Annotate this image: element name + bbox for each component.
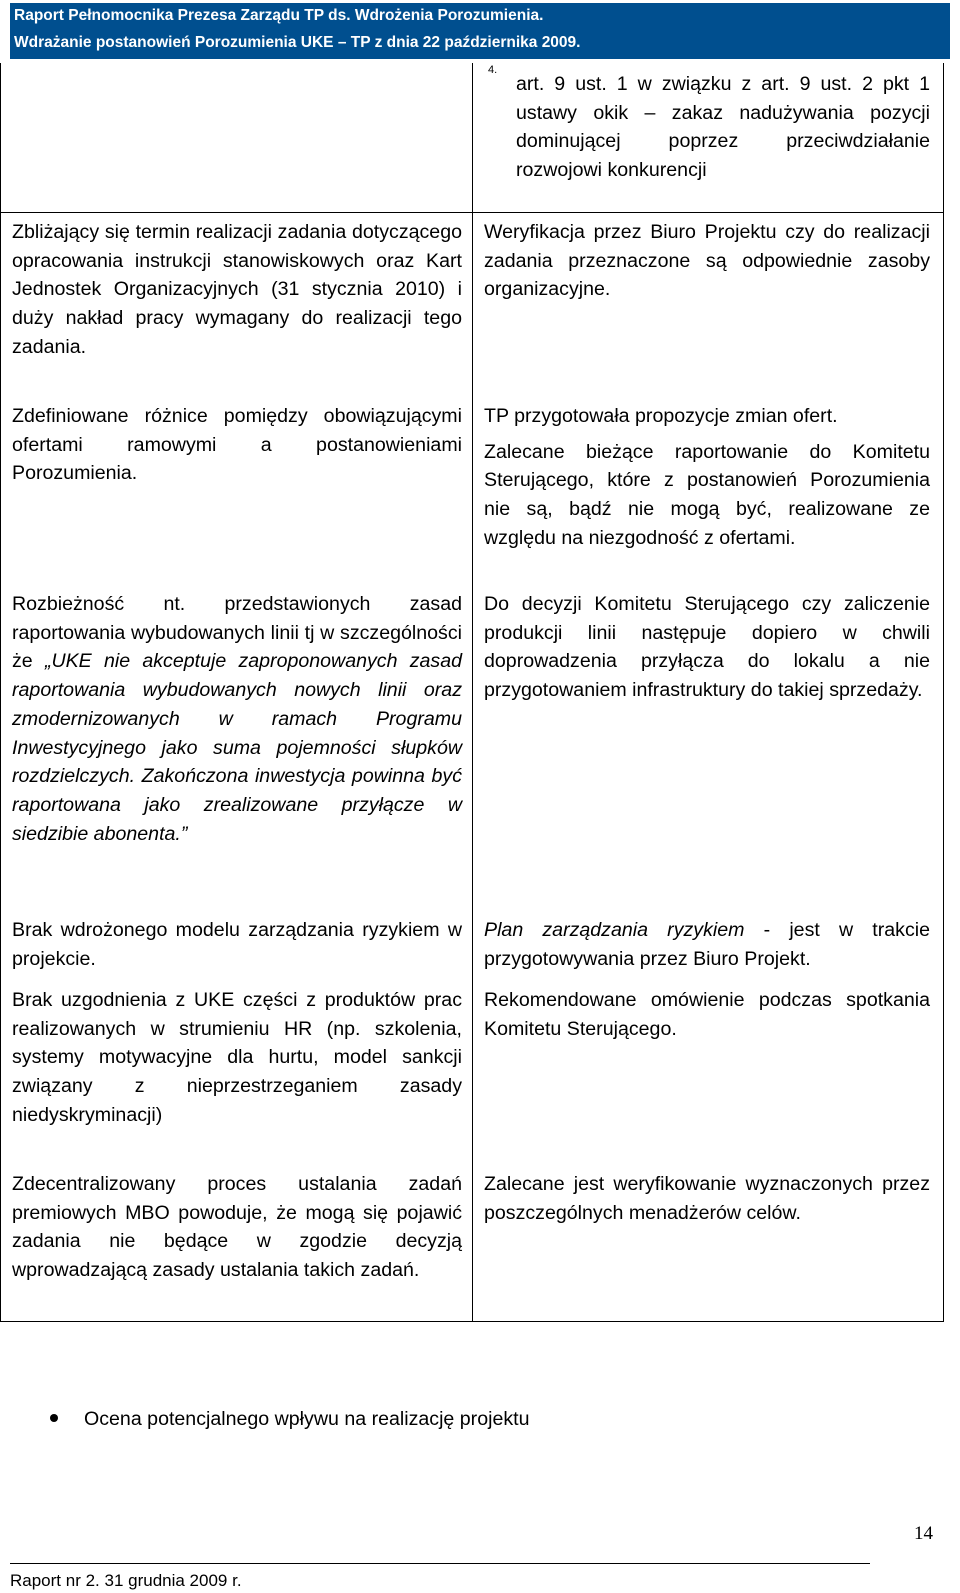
- footer-report-label: Raport nr 2. 31 grudnia 2009 r.: [10, 1571, 242, 1590]
- risk-text: Brak wdrożonego modelu zarządzania ryzykiem w projekcie.: [12, 919, 462, 970]
- table-cell-left: [12, 916, 462, 973]
- action-text: Zalecane jest weryfikowanie wyznaczonych przez poszczególnych menadżerów celów.: [484, 1173, 930, 1224]
- table-border-right: [943, 63, 944, 1322]
- action-text: Rekomendowane omówienie podczas spotkania Komitetu Sterującego.: [484, 989, 930, 1040]
- table-cell-right: [484, 590, 930, 705]
- table-cell-right: [484, 402, 930, 553]
- table-border-left: [0, 63, 1, 1322]
- action-text-plain: - jest w trakcie przygotowywania przez Biuro Projekt.: [484, 919, 930, 970]
- table-cell-left: [12, 218, 462, 362]
- top-row-cell: [516, 70, 930, 185]
- bullet-text: Ocena potencjalnego wpływu na realizację projektu: [84, 1408, 530, 1430]
- risk-text: Brak uzgodnienia z UKE części z produktów prac realizowanych w strumieniu HR (np. szkolenia, systemy motywacyjne dla hurtu, model sankcji związany z nieprzestrzeganiem zasady niedyskryminacji): [12, 989, 462, 1126]
- action-text-italic: Plan zarządzania ryzykiem: [484, 919, 745, 941]
- header-subtitle: Wdrażanie postanowień Porozumienia UKE – TP z dnia 22 października 2009.: [14, 34, 581, 51]
- item-number: 4.: [488, 64, 498, 76]
- risk-text: Zbliżający się termin realizacji zadania dotyczącego opracowania instrukcji stanowiskowych oraz Kart Jednostek Organizacyjnych (31 stycznia 2010) i duży nakład pracy wymagany do realizacji tego zadania.: [12, 221, 462, 358]
- action-text: TP przygotowała propozycje zmian ofert.: [484, 405, 838, 427]
- risk-text: [12, 590, 462, 848]
- table-cell-left: [12, 1170, 462, 1285]
- table-cell-right: [484, 1170, 930, 1227]
- table-cell-left: [12, 590, 462, 848]
- bullet-item: [50, 1408, 529, 1431]
- table-border-bottom: [0, 1321, 944, 1322]
- top-row-text: art. 9 ust. 1 w związku z art. 9 ust. 2 pkt 1 ustawy okik – zakaz nadużywania pozycji dominującej poprzez przeciwdziałanie rozwojowi konkurencji: [516, 73, 930, 182]
- footer-divider: [10, 1563, 870, 1564]
- bullet-icon: [50, 1414, 58, 1422]
- table-column-divider: [472, 63, 473, 1322]
- table-cell-right: [484, 986, 930, 1043]
- table-cell-left: [12, 402, 462, 488]
- table-cell-right: [484, 218, 930, 304]
- header-title: Raport Pełnomocnika Prezesa Zarządu TP ds. Wdrożenia Porozumienia.: [14, 7, 544, 24]
- action-text: Weryfikacja przez Biuro Projektu czy do realizacji zadania przeznaczone są odpowiednie zasoby organizacyjne.: [484, 221, 930, 301]
- risk-text-plain: Rozbieżność nt. przedstawionych zasad raportowania wybudowanych linii tj w szczególności że: [12, 593, 462, 673]
- table-row-divider: [0, 212, 944, 213]
- table-cell-left: [12, 986, 462, 1130]
- action-text: Do decyzji Komitetu Sterującego czy zaliczenie produkcji linii następuje dopiero w chwili doprowadzenia przyłącza do lokalu a nie przygotowaniem infrastruktury do takiej sprzedaży.: [484, 593, 930, 702]
- risk-text-quote: „UKE nie akceptuje zaproponowanych zasad raportowania wybudowanych nowych linii oraz zmodernizowanych w ramach Programu Inwestycyjnego jako suma pojemności słupków rozdzielczych. Zakończona inwestycja powinna być raportowana jako zrealizowane przyłącze w siedzibie abonenta.”: [12, 650, 463, 845]
- action-text: [484, 916, 930, 973]
- risk-text: Zdecentralizowany proces ustalania zadań premiowych MBO powoduje, że mogą się pojawić zadania nie będące w zgodzie decyzją wprowadzającą zasady ustalania takich zadań.: [12, 1173, 462, 1282]
- table-cell-right: [484, 916, 930, 973]
- action-text: Zalecane bieżące raportowanie do Komitetu Sterującego, które z postanowień Porozumienia nie są, bądź nie mogą być, realizowane ze względu na niezgodność z ofertami.: [484, 440, 930, 549]
- risk-text: Zdefiniowane różnice pomiędzy obowiązującymi ofertami ramowymi a postanowieniami Porozumienia.: [12, 405, 462, 485]
- page-number: 14: [914, 1523, 933, 1544]
